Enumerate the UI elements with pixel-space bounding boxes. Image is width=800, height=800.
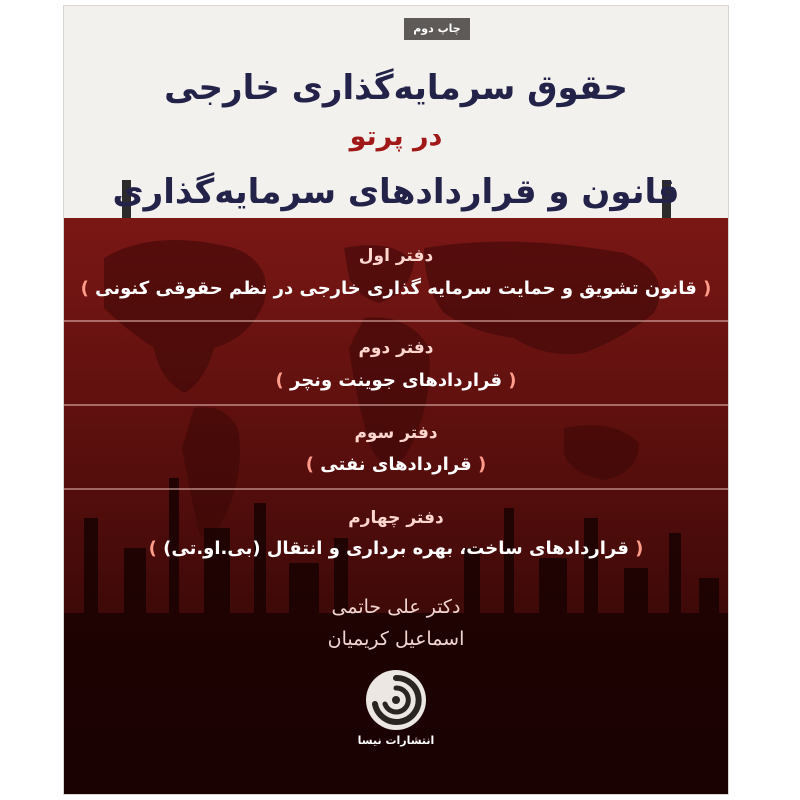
- edition-badge: چاپ دوم: [404, 18, 470, 40]
- section-divider: [64, 404, 728, 406]
- volume-3-subtitle: ( قراردادهای نفتی ): [305, 454, 487, 475]
- volume-2-label: دفتر دوم: [358, 338, 434, 358]
- publisher-logo-icon: [366, 670, 426, 730]
- publisher-name: انتشارات نیسا: [357, 734, 435, 747]
- volume-4-label: دفتر چهارم: [348, 508, 444, 528]
- cover-image-panel: [64, 218, 728, 794]
- volume-1-label: دفتر اول: [358, 246, 434, 266]
- book-title-line-2: در پرتو: [349, 121, 443, 152]
- section-divider: [64, 320, 728, 322]
- book-title-line-3: قانون و قراردادهای سرمایه‌گذاری: [112, 172, 680, 212]
- author-1: دکتر علی حاتمی: [331, 596, 461, 618]
- volume-2-subtitle: ( قراردادهای جوینت ونچر ): [275, 370, 517, 391]
- book-title-line-1: حقوق سرمایه‌گذاری خارجی: [164, 68, 628, 108]
- section-divider: [64, 488, 728, 490]
- volume-3-label: دفتر سوم: [354, 423, 438, 443]
- author-2: اسماعیل کریمیان: [327, 628, 465, 650]
- book-cover: [64, 6, 728, 794]
- volume-1-subtitle: ( قانون تشویق و حمایت سرمایه گذاری خارجی در نظم حقوقی کنونی ): [80, 278, 712, 299]
- volume-4-subtitle: ( قراردادهای ساخت، بهره برداری و انتقال (بی.او.تی) ): [148, 538, 644, 559]
